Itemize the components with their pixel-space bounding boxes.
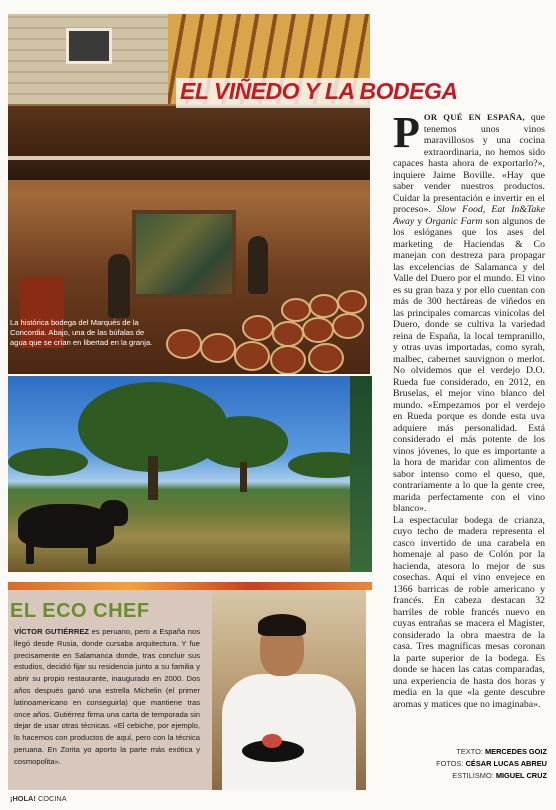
- article-text: y: [414, 215, 426, 227]
- pasture-photo: [8, 376, 368, 572]
- oak-trunk: [148, 456, 158, 500]
- balcony-rail: [8, 156, 370, 160]
- article-paragraph-2: La espectacular bodega de crianza, cuyo techo de madera representa el casco invertido de una carabela en homenaje al paso de Colón por la hacienda, atesora lo mejor de sus cosechas. Aquí el vino envejece en 1366 barricas de roble americano y francés. En cabeza destacan 32 barriles de roble francés nuevo en cuyas entrañas se macera el Magister, considerado la obra maestra de la casa. Tres magníficas mesas coronan la parte superior de la bodega. Es donde se hacen las catas comparadas, una experiencia de hasta dos horas y media en la que «la gente descubre aromas y matices que no imaginaba».: [393, 514, 545, 710]
- article-paragraph-1: [393, 108, 546, 515]
- article-text: son algunos de los eslóganes que los ases del marketing de Haciendas & Co manejan con destreza para propagar las excelencias de Salamanca y del Valle del Duero por el mundo. El vino es su gran baza y por ello cuentan con más de 300 hectáreas de viñedos en las principales comarcas vinícolas del Duero, donde se cultiva la variedad reina de España, la local tempranillo, y otras uvas importadas, como syrah, malbec, cabernet sauvignon o merlot. No olvidemos que el verdejo D.O. Rueda fue considerado, en 2012, en Bruselas, el mejor vino blanco del mundo. «Empezamos por el verdejo en Rueda porque es donde esta uva adquiere más personalidad. Está considerado el más potente de los vinos jóvenes, lo que es importante a la hora de maridar con alimentos de sabor intenso como el queso, que, contrariamente a lo que la gente cree, marida perfectamente con el vino blanco».: [393, 215, 546, 514]
- credit-role: TEXTO:: [456, 747, 483, 756]
- chef-hair: [258, 614, 306, 636]
- oak-tree-small: [198, 416, 288, 468]
- buffalo-head: [100, 500, 128, 526]
- slogan: Slow Food, Eat In&Take Away: [393, 204, 546, 227]
- credit-text: [395, 746, 547, 758]
- headline: EL VIÑEDO Y LA BODEGA: [180, 78, 458, 104]
- distant-trees: [8, 448, 88, 476]
- pasture-photo-edge: [350, 376, 372, 572]
- credit-name: MERCEDES GOIZ: [484, 747, 547, 756]
- credit-role: ESTILISMO:: [452, 771, 494, 781]
- credit-role: FOTOS:: [436, 759, 464, 769]
- article-text: que tenemos unos vinos maravillosos y una cocina extraordinaria, no hemos sido capaces hasta ahora de exportarlo?», inquiere Jaime Boville. «Hay que saber vender nuestros productos. Cuidar la presentación e invertir en el proceso».: [393, 112, 545, 215]
- buffalo-leg: [88, 538, 96, 564]
- window: [66, 28, 112, 64]
- page-folio: [10, 794, 67, 803]
- buffalo-leg: [26, 538, 34, 564]
- drop-cap: P: [393, 108, 420, 157]
- eco-chef-text: [14, 626, 200, 768]
- lead-in: OR QUÉ EN ESPAÑA,: [423, 112, 525, 122]
- section-name: COCINA: [37, 794, 67, 803]
- tasting-gallery: [8, 106, 370, 180]
- article-column: [393, 108, 546, 710]
- credit-name: MIGUEL CRUZ: [495, 771, 547, 781]
- eco-chef-heading: EL ECO CHEF: [10, 600, 150, 622]
- slogan: Organic Farm: [425, 215, 483, 227]
- chef-photo: [212, 590, 366, 790]
- chef-name: VÍCTOR GUTIÉRREZ: [14, 627, 90, 636]
- credit-name: CÉSAR LUCAS ABREU: [465, 759, 547, 769]
- chef-bio: es peruano, pero a España nos llegó desde Rusia, donde cursaba arquitectura. Y fue precisamente en Salamanca donde, tras concluir sus estudios, decidió fijar su residencia junto a su familia y abrir su propio restaurante, inaugurado en 2000. Dos años después ganó una estrella Michelin (el primer latinoamericano en conseguirla) que mantiene tras once años. Gutiérrez firma una carta de temporada sin dejar de usar otras técnicas. «El cebiche, por ejemplo, lo hacemos con productos de aquí, pero con la técnica peruana. En Zorita yo aporto la parte más exótica y cosmopolita».: [14, 627, 201, 766]
- credit-styling: [395, 770, 547, 782]
- magazine-name: ¡HOLA!: [10, 794, 36, 803]
- chef-coat: [222, 674, 356, 790]
- dish: [262, 734, 282, 748]
- credit-photos: [395, 758, 547, 770]
- statue-left: [108, 254, 130, 318]
- cellar-caption: La histórica bodega del Marqués de la Concordia. Abajo, una de las búfalas de agua que se crían en libertad en la granja.: [10, 318, 153, 348]
- wine-barrels: [138, 284, 370, 374]
- credits: [395, 746, 547, 783]
- decorative-ribbon: [8, 582, 372, 590]
- oak-trunk-small: [240, 462, 247, 492]
